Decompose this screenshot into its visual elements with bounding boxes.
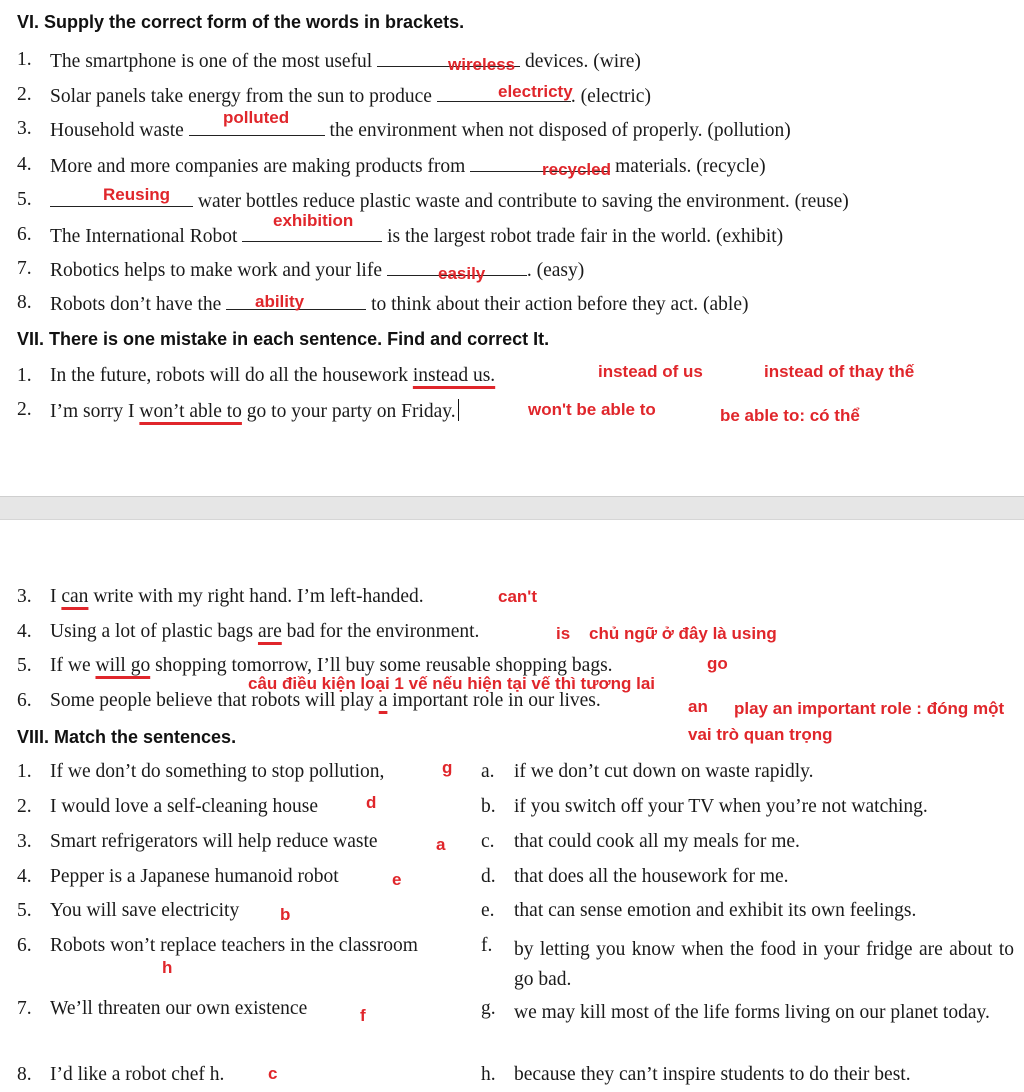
- error-marker: a: [378, 690, 388, 711]
- s8-right-h: h. because they can’t inspire students to do their best.: [481, 1064, 911, 1085]
- s7-item-1: 1. In the future, robots will do all the housework instead us. instead of us instead of thay thế: [17, 362, 915, 386]
- s8-left-7: 7. We’ll threaten our own existence f: [17, 998, 366, 1025]
- s7-note-1: instead of thay thế: [764, 362, 915, 381]
- s7-item-5: 5. If we will go shopping tomorrow, I’ll buy some reusable shopping bags. go: [17, 654, 728, 676]
- s7-correction-6: an: [688, 697, 708, 716]
- error-marker: won’t able to: [139, 401, 242, 422]
- s6-item-3: 3. Household waste the environment when not disposed of properly. (pollution) polluted: [17, 108, 791, 141]
- s8-answer-3: a: [436, 835, 446, 854]
- error-marker: instead us.: [412, 365, 496, 386]
- s7-item-3: 3. I can write with my right hand. I’m left-handed. can't: [17, 586, 537, 607]
- error-marker: can: [61, 586, 89, 607]
- s7-note-2: be able to: có thể: [720, 406, 860, 425]
- s6-answer-3: polluted: [223, 108, 290, 127]
- s7-correction-5: go: [707, 654, 728, 673]
- s8-right-g: g. we may kill most of the life forms living on our planet today.: [481, 998, 990, 1023]
- section-7-title: VII. There is one mistake in each sentence. Find and correct It.: [17, 329, 550, 349]
- s6-answer-1: wireless: [448, 55, 516, 74]
- s6-answer-2: electricty: [498, 82, 573, 101]
- s7-correction-2: won't be able to: [528, 400, 656, 419]
- s7-item-6: 6. Some people believe that robots will play a important role in our lives. an: [17, 690, 708, 716]
- s8-answer-5: b: [280, 905, 291, 924]
- s6-answer-7: easily: [438, 264, 486, 283]
- s8-left-5: 5. You will save electricity b: [17, 900, 291, 924]
- s6-item-5: 5. water bottles reduce plastic waste and contribute to saving the environment. (reuse) Reusing: [17, 185, 849, 212]
- section-8-title: VIII. Match the sentences.: [17, 727, 237, 747]
- s6-item-8: 8. Robots don’t have the to think about their action before they act. (able) ability: [17, 292, 749, 315]
- s7-note-6: play an important role : đóng một vai trò quan trọng: [688, 699, 1005, 744]
- s8-left-3: 3. Smart refrigerators will help reduce waste a: [17, 831, 446, 854]
- s6-item-4: 4. More and more companies are making products from materials. (recycle) recycled: [17, 154, 766, 179]
- s7-correction-1: instead of us: [598, 362, 703, 381]
- error-marker: are: [257, 621, 282, 642]
- s8-left-6: 6. Robots won’t replace teachers in the classroom: [17, 935, 418, 956]
- s6-item-7: 7. Robotics helps to make work and your life . (easy) easily: [17, 258, 585, 283]
- s8-right-b: b. if you switch off your TV when you’re not watching.: [481, 796, 928, 817]
- s8-right-e: e. that can sense emotion and exhibit its own feelings.: [481, 900, 917, 921]
- s8-answer-1: g: [442, 758, 453, 777]
- s8-answer-4: e: [392, 870, 402, 889]
- s8-answer-6: h: [162, 958, 173, 977]
- s8-left-2: 2. I would love a self-cleaning house d: [17, 793, 377, 817]
- s8-right-a: a. if we don’t cut down on waste rapidly.: [481, 761, 814, 782]
- s8-answer-8: c: [268, 1064, 278, 1083]
- s7-correction-3: can't: [498, 587, 537, 606]
- s8-left-8: 8. I’d like a robot chef h. c: [17, 1064, 278, 1085]
- s7-item-2: 2. I’m sorry I won’t able to go to your party on Friday. won't be able to be able to: có thể: [17, 399, 860, 425]
- s6-answer-6: exhibition: [273, 211, 354, 230]
- s7-item-4: 4. Using a lot of plastic bags are bad for the environment. is chủ ngữ ở đây là using: [17, 621, 777, 643]
- s6-item-6: 6. The International Robot is the largest robot trade fair in the world. (exhibit) exhibition: [17, 211, 784, 247]
- s8-answer-2: d: [366, 793, 377, 812]
- s7-correction-4: is: [556, 624, 571, 643]
- s8-right-d: d. that does all the housework for me.: [481, 866, 789, 887]
- s6-item-2: 2. Solar panels take energy from the sun to produce . (electric) electricty: [17, 82, 651, 107]
- s8-left-1: 1. If we don’t do something to stop pollution, g: [17, 758, 453, 782]
- error-marker: will go: [95, 655, 151, 676]
- page-break: [0, 496, 1024, 520]
- text-cursor: [458, 399, 459, 421]
- s8-right-f: f. by letting you know when the food in your fridge are about to go bad.: [481, 935, 1014, 990]
- s8-left-4: 4. Pepper is a Japanese humanoid robot e: [17, 866, 402, 889]
- s6-answer-8: ability: [255, 292, 305, 311]
- s6-item-1: 1. The smartphone is one of the most useful devices. (wire) wireless: [17, 49, 641, 74]
- section-6-title: VI. Supply the correct form of the words in brackets.: [17, 12, 465, 32]
- s7-note-4: chủ ngữ ở đây là using: [589, 624, 777, 643]
- s8-answer-7: f: [360, 1006, 366, 1025]
- s6-answer-4: recycled: [542, 160, 611, 179]
- s6-answer-5: Reusing: [103, 185, 171, 204]
- s7-note-5: câu điều kiện loại 1 vế nếu hiện tại vế thì tương lai: [248, 674, 655, 693]
- s8-right-c: c. that could cook all my meals for me.: [481, 831, 800, 852]
